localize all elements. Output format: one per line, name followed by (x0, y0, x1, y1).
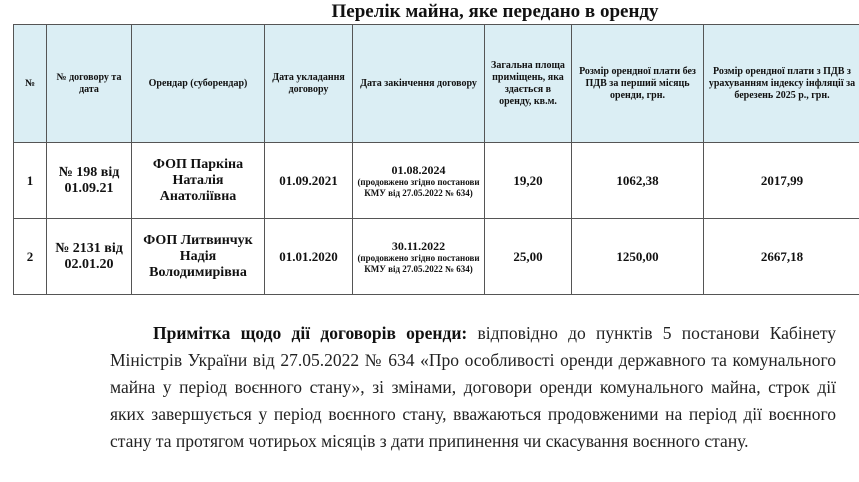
lease-table (13, 24, 859, 295)
row-end-date: 01.08.2024 (391, 162, 446, 177)
row-end-date-cell (353, 143, 485, 219)
header-rent-first-month: Розмір орендної плати без ПДВ за перший місяць оренди, грн. (572, 25, 704, 143)
row-num: 2 (14, 219, 47, 295)
lease-note (110, 320, 836, 455)
row-num: 1 (14, 143, 47, 219)
page-title: Перелік майна, яке передано в оренду (331, 1, 659, 22)
row-end-date-cell (353, 219, 485, 295)
header-num: № (14, 25, 47, 143)
row-signed-date: 01.01.2020 (265, 219, 353, 295)
row-area: 25,00 (485, 219, 572, 295)
table-row (14, 219, 859, 295)
header-area: Загальна площа приміщень, яка здається в оренду, кв.м. (485, 25, 572, 143)
row-contract: № 2131 від 02.01.20 (47, 219, 132, 295)
note-label: Примітка щодо дії договорів оренди: (153, 323, 468, 343)
header-signed: Дата укладання договору (265, 25, 353, 143)
header-tenant: Орендар (суборендар) (132, 25, 265, 143)
header-end-date: Дата закінчення договору (353, 25, 485, 143)
row-rent-first-month: 1062,38 (572, 143, 704, 219)
row-rent-first-month: 1250,00 (572, 219, 704, 295)
row-contract: № 198 від 01.09.21 (47, 143, 132, 219)
note-text: відповідно до пунктів 5 постанови Кабінету Міністрів України від 27.05.2022 № 634 «Про особливості оренди державного та комунального майна у період воєнного стану», зі змінами, договори оренди комунального майна, строк дії яких завершується у період воєнного стану, вважаються продовженими на період дії воєнного стану та протягом чотирьох місяців з дати припинення чи скасування воєнного стану. (110, 323, 837, 451)
row-tenant: ФОП Литвинчук Надія Володимирівна (132, 219, 265, 295)
row-end-note: (продовжено згідно постанови КМУ від 27.05.2022 № 634) (357, 252, 480, 274)
row-end-note: (продовжено згідно постанови КМУ від 27.05.2022 № 634) (357, 176, 480, 198)
row-rent-march-2025: 2017,99 (704, 143, 859, 219)
header-contract: № договору та дата (47, 25, 132, 143)
table-header-row (14, 25, 859, 143)
header-rent-march-2025: Розмір орендної плати з ПДВ з урахуванням індексу інфляції за березень 2025 р., грн. (704, 25, 859, 143)
row-tenant: ФОП Паркіна Наталія Анатоліївна (132, 143, 265, 219)
row-signed-date: 01.09.2021 (265, 143, 353, 219)
table-row (14, 143, 859, 219)
row-area: 19,20 (485, 143, 572, 219)
row-rent-march-2025: 2667,18 (704, 219, 859, 295)
row-end-date: 30.11.2022 (391, 238, 446, 253)
